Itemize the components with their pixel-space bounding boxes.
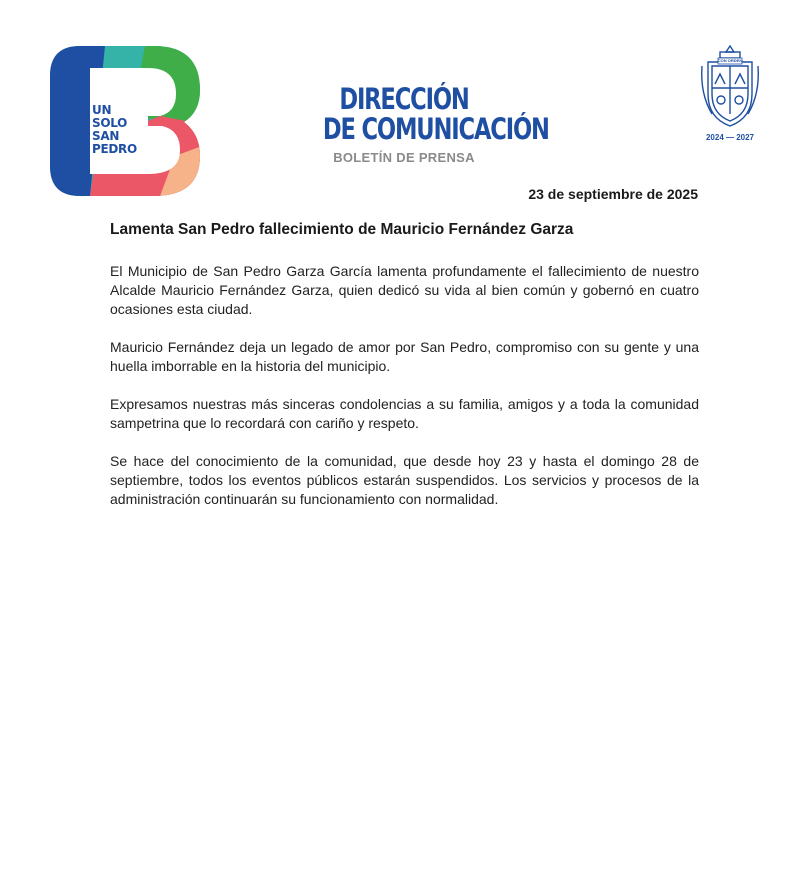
department-title-line: DIRECCIÓN bbox=[339, 82, 469, 116]
department-title-line: DE COMUNICACIÓN bbox=[322, 112, 549, 146]
municipal-seal-icon bbox=[698, 44, 762, 128]
logo-line: SOLO bbox=[92, 116, 128, 130]
headline: Lamenta San Pedro fallecimiento de Mauricio Fernández Garza bbox=[110, 221, 574, 238]
bulletin-date: 23 de septiembre de 2025 bbox=[528, 186, 698, 202]
department-header bbox=[300, 82, 549, 165]
bulletin-body bbox=[110, 262, 699, 528]
body-paragraph: Mauricio Fernández deja un legado de amor por San Pedro, compromiso con su gente y una huella imborrable en la historia del municipio. bbox=[110, 339, 699, 374]
seal-years: 2024 — 2027 bbox=[705, 133, 755, 142]
logo-text bbox=[92, 104, 137, 156]
seal-banner: CON ORDEN bbox=[717, 58, 743, 63]
logo-line: PEDRO bbox=[92, 142, 137, 156]
body-paragraph: Expresamos nuestras más sinceras condolencias a su familia, amigos y a toda la comunidad sampetrina que lo recordará con cariño y respeto. bbox=[110, 396, 699, 431]
body-paragraph: Se hace del conocimiento de la comunidad, que desde hoy 23 y hasta el domingo 28 de septiembre, todos los eventos públicos estarán suspendidos. Los servicios y procesos de la administración continuarán su funcionamiento con normalidad. bbox=[110, 453, 699, 507]
un-solo-san-pedro-logo bbox=[50, 46, 202, 196]
logo-line: SAN bbox=[92, 129, 120, 143]
body-paragraph: El Municipio de San Pedro Garza García lamenta profundamente el fallecimiento de nuestro Alcalde Mauricio Fernández Garza, quien dedicó su vida al bien común y gobernó en cuatro ocasiones esta ciudad. bbox=[110, 263, 699, 317]
bulletin-subtitle: BOLETÍN DE PRENSA bbox=[333, 150, 475, 165]
logo-line: UN bbox=[92, 103, 112, 117]
